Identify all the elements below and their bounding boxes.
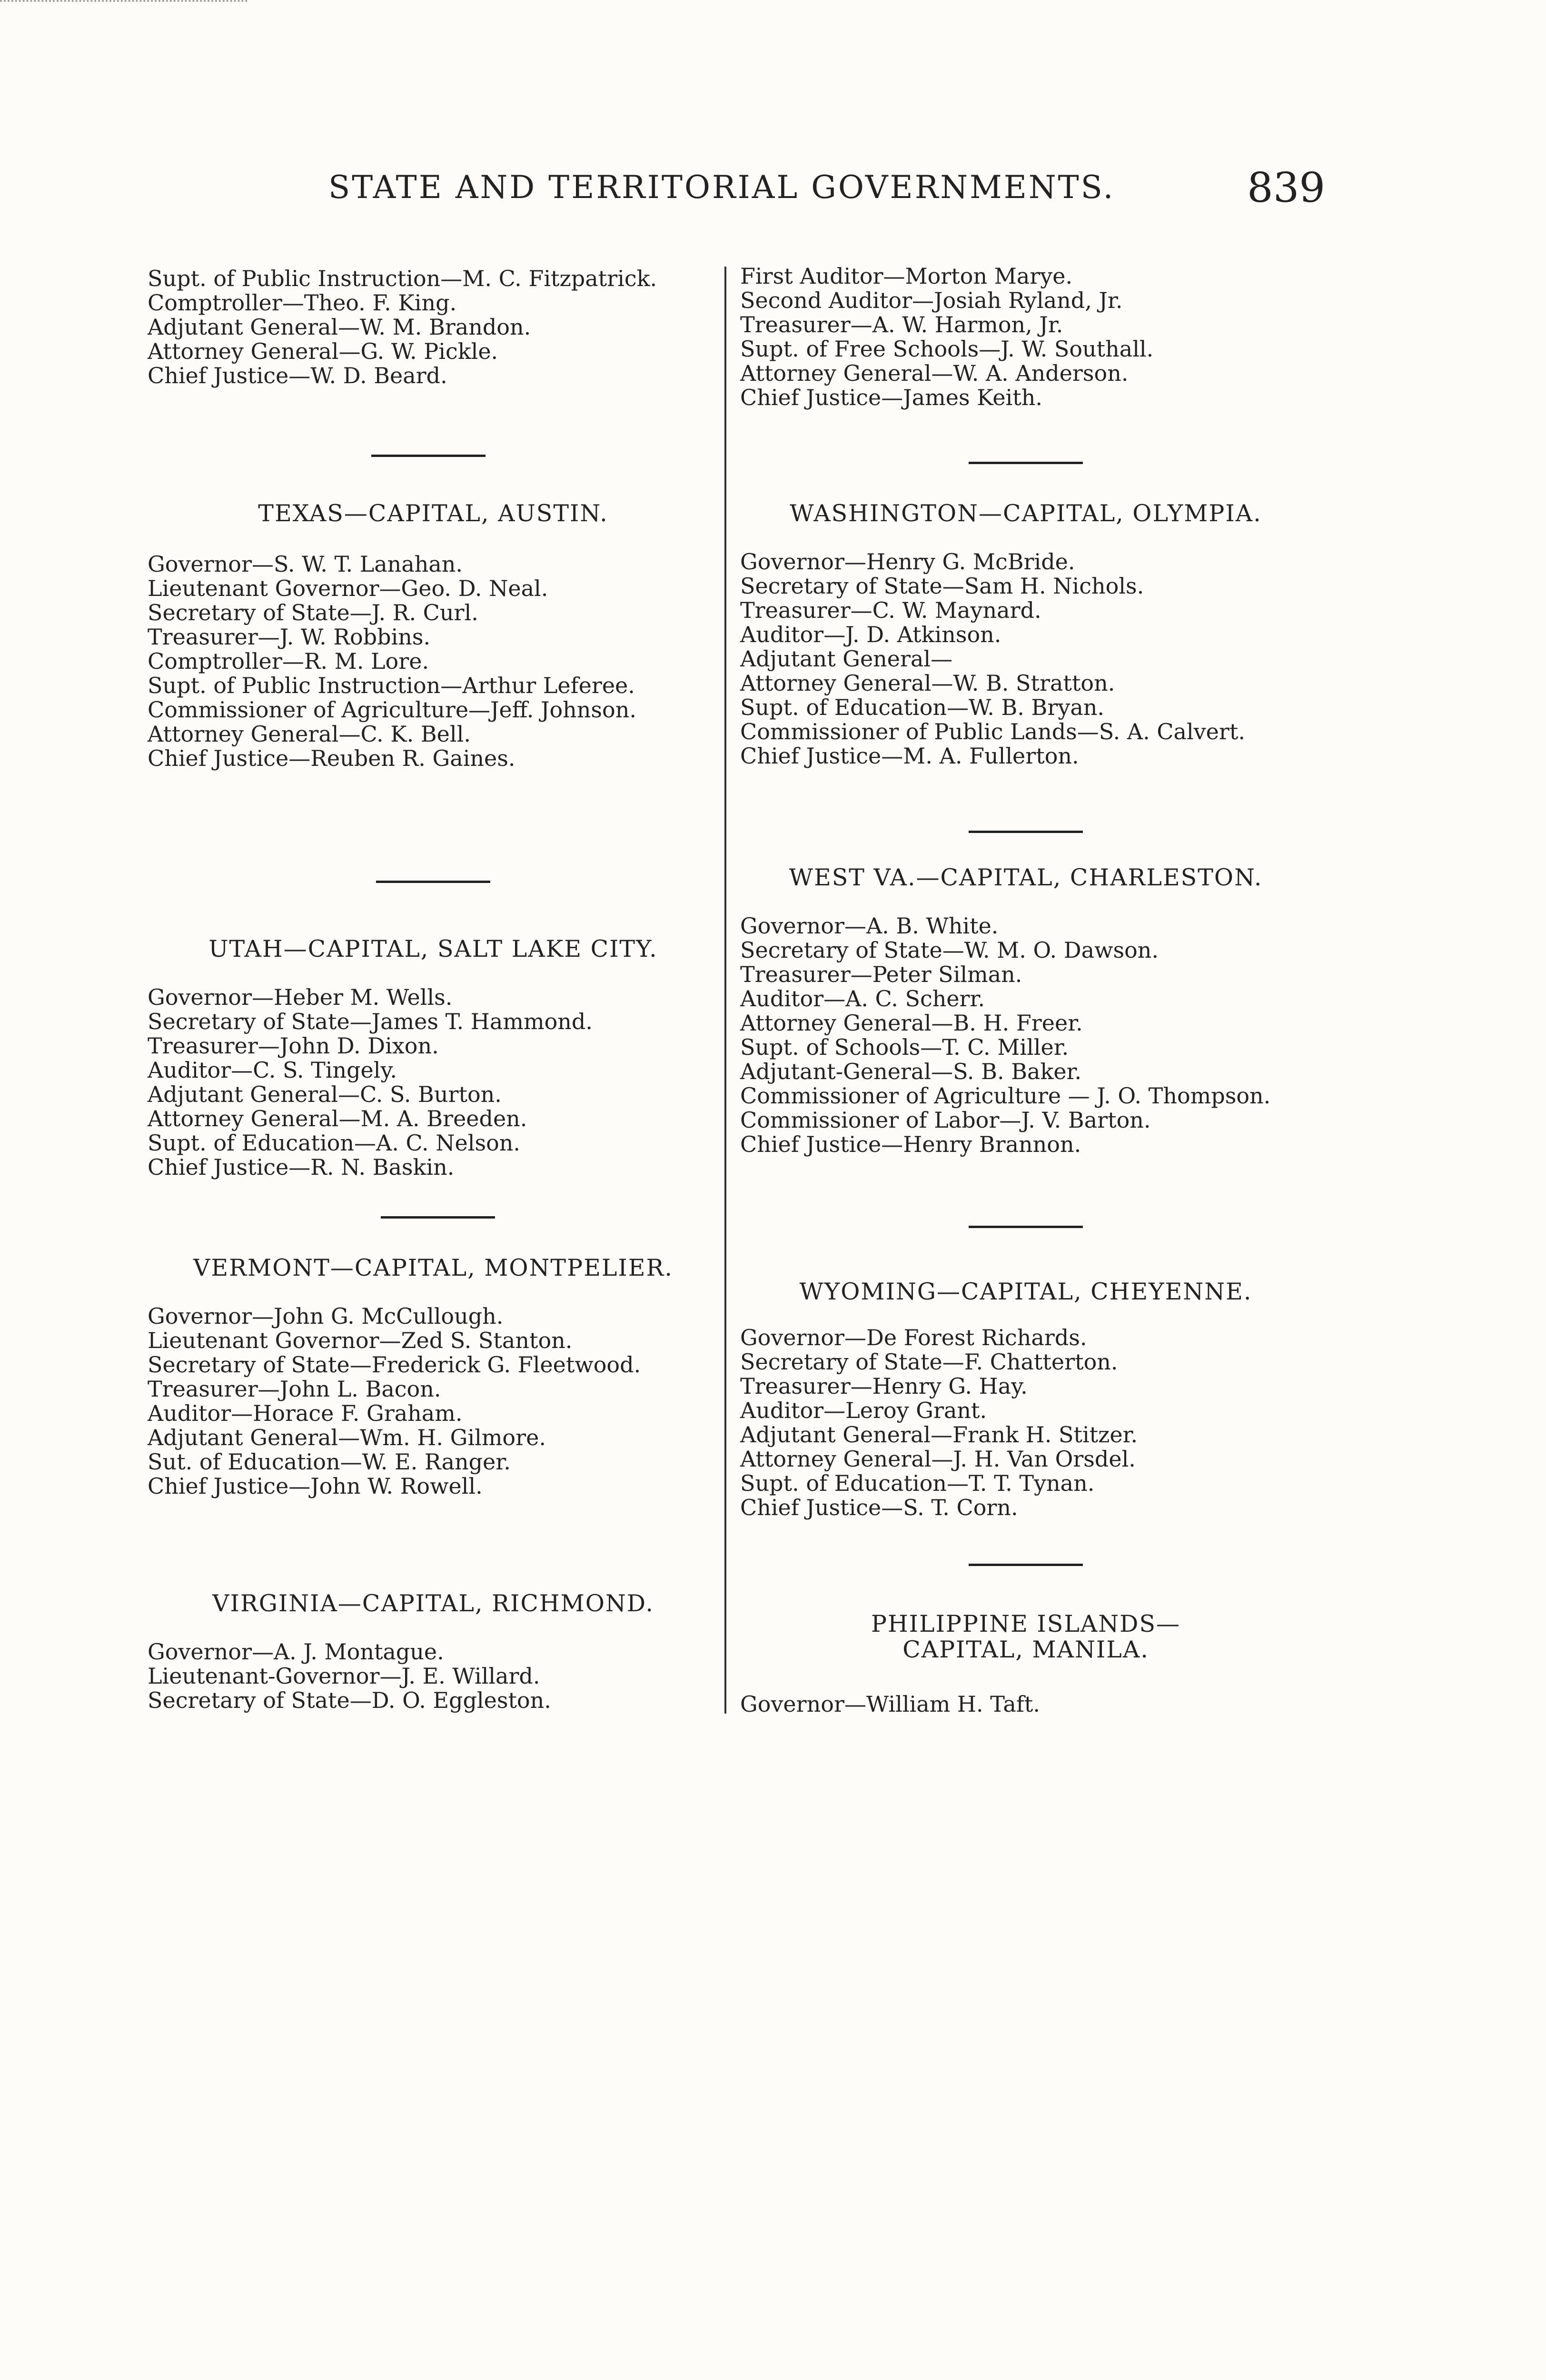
officer-entry: Commissioner of Labor—J. V. Barton. [740, 1107, 1151, 1133]
officer-entry: Treasurer—John D. Dixon. [148, 1033, 439, 1059]
running-head: STATE AND TERRITORIAL GOVERNMENTS. [328, 169, 1115, 206]
officer-entry: Adjutant-General—S. B. Baker. [740, 1059, 1082, 1084]
philippine-islands-section-title: PHILIPPINE ISLANDS—CAPITAL, MANILA. [871, 1610, 1181, 1663]
officer-entry: Secretary of State—James T. Hammond. [148, 1009, 593, 1034]
officer-entry: Governor—William H. Taft. [740, 1691, 1040, 1717]
vermont-officers [148, 1304, 719, 1498]
page-header [0, 164, 1546, 221]
officer-entry: Secretary of State—W. M. O. Dawson. [740, 937, 1159, 963]
officer-entry: Attorney General—B. H. Freer. [740, 1010, 1083, 1036]
officer-entry: Chief Justice—Henry Brannon. [740, 1131, 1081, 1157]
officer-entry: Treasurer—Henry G. Hay. [740, 1373, 1028, 1399]
officer-entry: Supt. of Public Instruction—M. C. Fitzpatrick. [148, 266, 657, 291]
column-divider [724, 267, 726, 1714]
west-virginia-officers [740, 914, 1311, 1157]
officer-entry: Attorney General—W. B. Stratton. [740, 670, 1115, 696]
officer-entry: Treasurer—Peter Silman. [740, 962, 1022, 987]
section-separator [969, 462, 1083, 464]
officer-entry: Supt. of Education—W. B. Bryan. [740, 694, 1104, 720]
officer-entry: Supt. of Education—T. T. Tynan. [740, 1470, 1095, 1496]
page-number: 839 [1247, 164, 1326, 212]
officer-entry: Supt. of Free Schools—J. W. Southall. [740, 336, 1154, 362]
officer-entry: Governor—S. W. T. Lanahan. [148, 551, 463, 577]
officer-entry: Secretary of State—J. R. Curl. [148, 600, 478, 625]
vermont-section-title: VERMONT—CAPITAL, MONTPELIER. [193, 1254, 673, 1281]
officer-entry: Chief Justice—James Keith. [740, 385, 1042, 410]
wyoming-section-title: WYOMING—CAPITAL, CHEYENNE. [799, 1278, 1252, 1305]
officer-entry: Auditor—Leroy Grant. [740, 1398, 987, 1423]
officer-entry: Chief Justice—John W. Rowell. [148, 1473, 483, 1499]
officer-entry: Treasurer—C. W. Maynard. [740, 597, 1041, 623]
section-separator [371, 455, 486, 457]
officer-entry: Adjutant General—W. M. Brandon. [148, 314, 531, 340]
texas-section-title: TEXAS—CAPITAL, AUSTIN. [258, 500, 608, 527]
officer-entry: Chief Justice—S. T. Corn. [740, 1495, 1018, 1520]
section-separator [969, 1226, 1083, 1228]
officer-entry: Commissioner of Public Lands—S. A. Calvert. [740, 719, 1245, 744]
page-edge-marks [0, 0, 248, 7]
officer-entry: Sut. of Education—W. E. Ranger. [148, 1449, 511, 1475]
section-separator [381, 1216, 495, 1219]
officer-entry: Lieutenant Governor—Zed S. Stanton. [148, 1328, 573, 1353]
officer-entry: Lieutenant Governor—Geo. D. Neal. [148, 575, 548, 601]
officer-entry: Comptroller—Theo. F. King. [148, 290, 457, 316]
texas-officers [148, 552, 719, 771]
officer-entry: Secretary of State—Sam H. Nichols. [740, 573, 1144, 599]
officer-entry: Secretary of State—D. O. Eggleston. [148, 1687, 551, 1713]
officer-entry: Lieutenant-Governor—J. E. Willard. [148, 1663, 540, 1689]
officer-entry: Commissioner of Agriculture—Jeff. Johnson. [148, 697, 636, 723]
officer-entry: Adjutant General—Frank H. Stitzer. [740, 1422, 1138, 1448]
officer-entry: Adjutant General— [740, 646, 953, 672]
officer-entry: Governor—A. J. Montague. [148, 1639, 444, 1665]
officer-entry: Attorney General—G. W. Pickle. [148, 338, 498, 364]
officer-entry: Supt. of Schools—T. C. Miller. [740, 1034, 1069, 1060]
officer-entry: Auditor—C. S. Tingely. [148, 1057, 397, 1083]
officer-entry: Commissioner of Agriculture — J. O. Thompson. [740, 1083, 1271, 1109]
washington-section-title: WASHINGTON—CAPITAL, OLYMPIA. [790, 500, 1262, 527]
officer-entry: Supt. of Education—A. C. Nelson. [148, 1130, 521, 1156]
officer-entry: Chief Justice—R. N. Baskin. [148, 1154, 455, 1180]
officer-entry: Governor—Heber M. Wells. [148, 984, 453, 1010]
officer-entry: Second Auditor—Josiah Ryland, Jr. [740, 288, 1123, 313]
officer-entry: Comptroller—R. M. Lore. [148, 648, 429, 674]
officer-entry: Attorney General—J. H. Van Orsdel. [740, 1446, 1136, 1472]
officer-entry: Governor—John G. McCullough. [148, 1303, 504, 1329]
officer-entry: Treasurer—John L. Bacon. [148, 1376, 441, 1402]
officer-entry: Treasurer—A. W. Harmon, Jr. [740, 312, 1063, 337]
officer-entry: Secretary of State—Frederick G. Fleetwood. [148, 1352, 641, 1378]
officer-entry: Governor—De Forest Richards. [740, 1325, 1087, 1350]
officer-entry: Secretary of State—F. Chatterton. [740, 1349, 1118, 1375]
virginia-section-title: VIRGINIA—CAPITAL, RICHMOND. [212, 1590, 654, 1617]
virginia-officers-continued [740, 264, 1311, 410]
officer-entry: Auditor—A. C. Scherr. [740, 986, 985, 1012]
utah-section-title: UTAH—CAPITAL, SALT LAKE CITY. [208, 935, 658, 962]
officer-entry: Adjutant General—Wm. H. Gilmore. [148, 1425, 546, 1450]
section-separator [969, 1564, 1083, 1566]
officer-entry: Treasurer—J. W. Robbins. [148, 624, 431, 650]
philippine-islands-officers [740, 1692, 1311, 1716]
officer-entry: Adjutant General—C. S. Burton. [148, 1081, 502, 1107]
officer-entry: Chief Justice—Reuben R. Gaines. [148, 745, 515, 771]
section-separator [969, 831, 1083, 833]
officer-entry: Governor—A. B. White. [740, 913, 999, 939]
officer-entry: Auditor—J. D. Atkinson. [740, 622, 1001, 647]
officer-entry: First Auditor—Morton Marye. [740, 263, 1073, 289]
west-virginia-section-title: WEST VA.—CAPITAL, CHARLESTON. [789, 864, 1263, 891]
officer-entry: Attorney General—M. A. Breeden. [148, 1106, 527, 1131]
tennessee-officers-continued [148, 267, 719, 388]
officer-entry: Governor—Henry G. McBride. [740, 549, 1075, 575]
section-separator [376, 881, 490, 883]
virginia-officers [148, 1640, 719, 1713]
officer-entry: Attorney General—W. A. Anderson. [740, 360, 1129, 386]
utah-officers [148, 985, 719, 1180]
washington-officers [740, 550, 1311, 768]
officer-entry: Auditor—Horace F. Graham. [148, 1400, 463, 1426]
officer-entry: Attorney General—C. K. Bell. [148, 721, 471, 747]
officer-entry: Chief Justice—W. D. Beard. [148, 363, 447, 388]
wyoming-officers [740, 1326, 1311, 1520]
officer-entry: Chief Justice—M. A. Fullerton. [740, 743, 1079, 769]
officer-entry: Supt. of Public Instruction—Arthur Leferee. [148, 673, 635, 698]
